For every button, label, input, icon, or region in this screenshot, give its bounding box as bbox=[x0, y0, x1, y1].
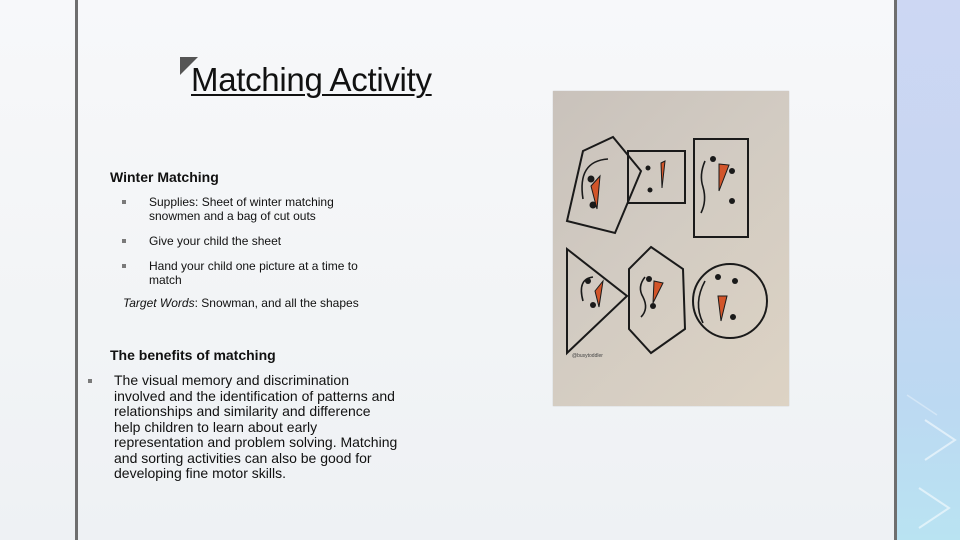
bullet-text: Supplies: Sheet of winter matching snowmen and a bag of cut outs bbox=[149, 195, 334, 223]
chevron-decoration-icon bbox=[897, 0, 960, 540]
hexagon-shape bbox=[629, 247, 685, 353]
photo-caption: @busytoddler bbox=[572, 353, 603, 359]
benefits-text: The visual memory and discrimination involved and the identification of patterns and relationships and similarity and difference help children to learn about early representation and problem solving. Matching and sorting activities can also be good for developing fine motor skills. bbox=[114, 372, 398, 481]
rectangle-shape bbox=[628, 151, 685, 203]
list-item bbox=[122, 234, 372, 248]
rectangle-shape bbox=[694, 139, 748, 237]
list-item bbox=[122, 259, 372, 287]
decorative-side-panel bbox=[897, 0, 960, 540]
snowman-shapes-illustration bbox=[553, 91, 789, 406]
square-bullet-icon bbox=[122, 264, 126, 268]
bullet-text: Hand your child one picture at a time to match bbox=[149, 259, 358, 287]
square-bullet-icon bbox=[122, 239, 126, 243]
bullet-text: Give your child the sheet bbox=[149, 234, 282, 248]
circle-shape bbox=[693, 264, 767, 338]
slide-title: Matching Activity bbox=[191, 61, 432, 98]
winter-bullet-list bbox=[122, 195, 372, 298]
target-words bbox=[123, 296, 359, 310]
snowman-matching-photo bbox=[553, 91, 789, 406]
winter-matching-heading: Winter Matching bbox=[110, 169, 219, 185]
square-bullet-icon bbox=[88, 379, 92, 383]
list-item bbox=[122, 195, 372, 223]
square-bullet-icon bbox=[122, 200, 126, 204]
benefits-heading: The benefits of matching bbox=[110, 347, 276, 363]
target-words-label: Target Words bbox=[123, 296, 195, 310]
target-words-text: : Snowman, and all the shapes bbox=[194, 296, 359, 310]
left-divider bbox=[75, 0, 78, 540]
